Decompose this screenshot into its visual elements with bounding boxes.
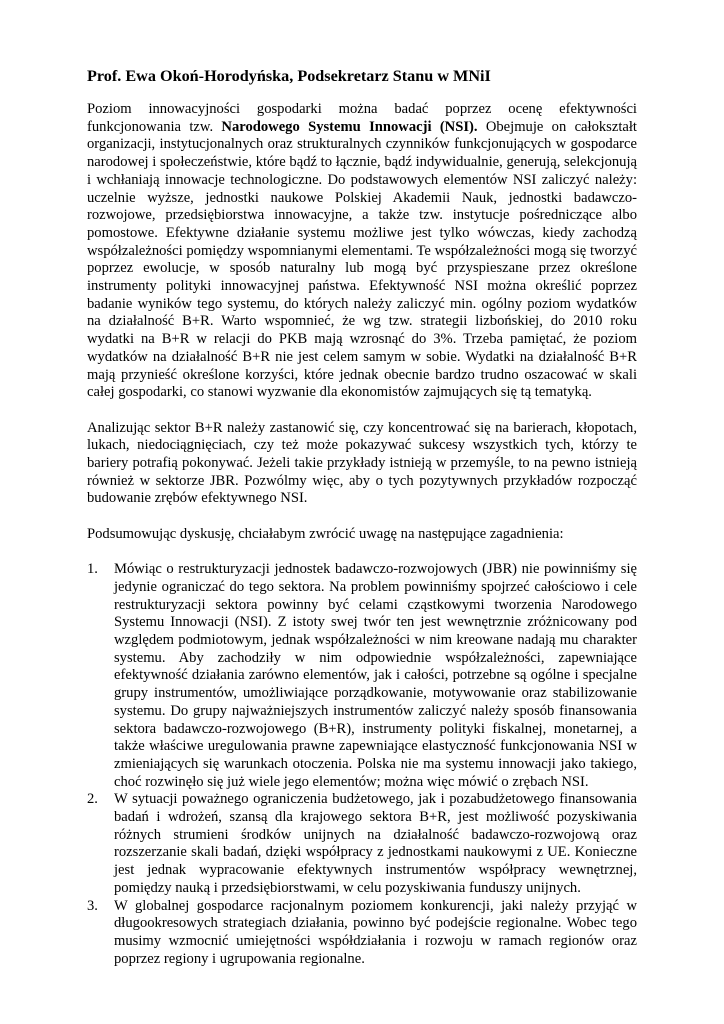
list-item-number: 1. [87, 561, 98, 578]
document-page [87, 66, 637, 968]
summary-list [87, 561, 637, 968]
list-item-number: 3. [87, 897, 98, 914]
paragraph-1-bold-term: Narodowego Systemu Innowacji (NSI). [221, 118, 478, 135]
paragraph-br-sector-analysis: Analizując sektor B+R należy zastanowić się, czy koncentrować się na barierach, kłopotach, lukach, niedociągnięciach, czy też może pokazywać sukcesy wszystkich tych, którzy te bariery potrafią pokonywać. Jeżeli takie przykłady istnieją w przemyśle, to na pewno istnieją również w sektorze JBR. Pozwólmy więc, aby o tych pozytywnych przykładów rozpocząć budowanie zrębów efektywnego NSI. [87, 419, 637, 507]
list-item [87, 561, 637, 791]
document-title: Prof. Ewa Okoń-Horodyńska, Podsekretarz Stanu w MNiI [87, 67, 491, 85]
paragraph-nsi-definition [87, 101, 637, 402]
paragraph-summary-intro: Podsumowując dyskusję, chciałabym zwrócić uwagę na następujące zagadnienia: [87, 525, 564, 542]
list-item-number: 2. [87, 791, 98, 808]
list-item [87, 898, 637, 969]
paragraph-1-body-text: Obejmuje on całokształt organizacji, instytucjonalnych oraz strukturalnych czynników funkcjonujących w gospodarce narodowej i społeczeństwie, które bądź to łącznie, bądź indywidualnie, generują, selekcjonują i wchłaniają innowacje technologiczne. Do podstawowych elementów NSI zaliczyć należy: uczelnie wyższe, jednostki naukowe Polskiej Akademii Nauk, jednostki badawczo-rozwojowe, przedsiębiorstwa innowacyjne, a także tzw. instytucje pośredniczące albo pomostowe. Efektywne działanie systemu możliwe jest tylko wówczas, kiedy zachodzą współzależności pomiędzy wspomnianymi elementami. Te współzależności mogą się tworzyć poprzez ewolucje, w sposób naturalny lub mogą być przyspieszane przez określone instrumenty polityki innowacyjnej państwa. Efektywność NSI można określić poprzez badanie wyników tego systemu, do których należy zaliczyć min. ogólny poziom wydatków na działalność B+R. Warto wspomnieć, że wg tzw. strategii lizbońskiej, do 2010 roku wydatki na B+R w relacji do PKB mają wzrosnąć do 3%. Trzeba pamiętać, że poziom wydatków na działalność B+R nie jest celem samym w sobie. Wydatki na działalność B+R mają przynieść określone korzyści, które jednak obecnie bardzo trudno oszacować w skali całej gospodarki, co stanowi wyzwanie dla ekonomistów zajmujących się tą tematyką. [87, 118, 637, 401]
list-item-text: W globalnej gospodarce racjonalnym poziomem konkurencji, jaki należy przyjąć w długookresowych strategiach działania, powinno być podejście regionalne. Wobec tego musimy wzmocnić umiejętności współdziałania i rozwoju w ramach regionów oraz poprzez regiony i ugrupowania regionalne. [114, 897, 637, 967]
paragraph-1-lead-text: Poziom innowacyjności gospodarki można badać poprzez ocenę efektywności funkcjonowania tzw. [87, 101, 637, 135]
list-item [87, 791, 637, 897]
list-item-text: W sytuacji poważnego ograniczenia budżetowego, jak i pozabudżetowego finansowania badań i wdrożeń, szansą dla krajowego sektora B+R, jest możliwość pozyskiwania różnych strumieni środków unijnych na działalność badawczo-rozwojową oraz rozszerzanie skali badań, dzięki współpracy z jednostkami naukowymi z UE. Konieczne jest jednak wypracowanie efektywnych instrumentów współpracy wewnętrznej, pomiędzy nauką i przedsiębiorstwami, w celu pozyskiwania funduszy unijnych. [114, 791, 637, 896]
list-item-text: Mówiąc o restrukturyzacji jednostek badawczo-rozwojowych (JBR) nie powinniśmy się jedynie ograniczać do tego sektora. Na problem powinniśmy spojrzeć całościowo i cele restrukturyzacji sektora powinny być celami cząstkowymi tworzenia Narodowego Systemu Innowacji (NSI). Z istoty swej twór ten jest wewnętrznie zróżnicowany pod względem podmiotowym, jednak współzależności w nim kreowane nadają mu charakter systemu. Aby zachodziły w nim odpowiednie współzależności, zapewniające efektywność działania zarówno elementów, jak i całości, potrzebne są ogólne i specjalne grupy instrumentów, umożliwiające porządkowanie, motywowanie oraz stabilizowanie systemu. Do grupy najważniejszych instrumentów zaliczyć należy sposób finansowania sektora badawczo-rozwojowego (B+R), instrumenty polityki fiskalnej, monetarnej, a także właściwe uregulowania prawne zapewniające elastyczność funkcjonowania NSI w zmieniających się warunkach otoczenia. Polska nie ma systemu innowacji jako takiego, choć rozwinęło się już wiele jego elementów; można więc mówić o zrębach NSI. [114, 561, 637, 790]
